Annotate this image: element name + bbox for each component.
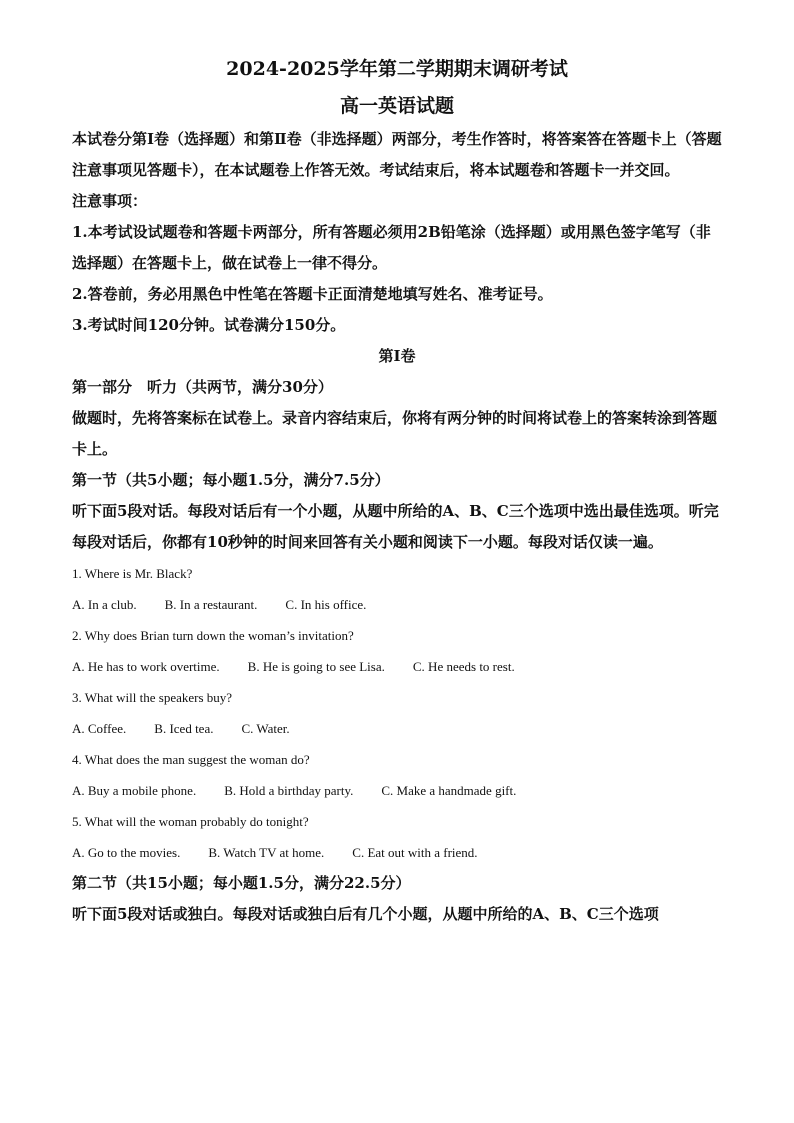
option-b: B. Watch TV at home. — [208, 844, 325, 860]
exam-page — [72, 58, 722, 930]
section2-instructions: 听下面5段对话或独白。每段对话或独白后有几个小题，从题中所给的A、B、C三个选项 — [72, 904, 659, 923]
question-text: 3. What will the speakers buy? — [72, 689, 233, 705]
question-options — [72, 775, 722, 806]
option-c: C. Make a handmade gift. — [381, 782, 517, 798]
question-4 — [72, 744, 722, 806]
option-b: B. Hold a birthday party. — [224, 782, 354, 798]
section1-instructions: 听下面5段对话。每段对话后有一个小题，从题中所给的A、B、C三个选项中选出最佳选项。听完每段对话后，你都有10秒钟的时间来回答有关小题和阅读下一小题。每段对话仅读一遍。 — [72, 501, 719, 551]
option-c: C. He needs to rest. — [412, 658, 515, 674]
section2-heading: 第二节（共15小题；每小题1.5分，满分22.5分） — [72, 873, 411, 892]
question-text: 1. Where is Mr. Black? — [72, 565, 193, 581]
exam-subtitle: 高一英语试题 — [339, 94, 454, 117]
question-options — [72, 651, 722, 682]
option-c: C. In his office. — [285, 596, 367, 612]
intro-paragraph: 本试卷分第Ⅰ卷（选择题）和第Ⅱ卷（非选择题）两部分，考生作答时，将答案答在答题卡上（答题注意事项见答题卡），在本试题卷上作答无效。考试结束后，将本试题卷和答题卡一并交回。 — [72, 129, 722, 179]
part1-instructions: 做题时，先将答案标在试卷上。录音内容结束后，你将有两分钟的时间将试卷上的答案转涂到答题卡上。 — [72, 408, 718, 458]
notes-heading: 注意事项： — [72, 191, 148, 210]
volume-heading: 第Ⅰ卷 — [378, 346, 416, 365]
option-a: A. In a club. — [72, 596, 137, 612]
question-options — [72, 713, 722, 744]
option-a: A. Coffee. — [72, 720, 127, 736]
question-text: 2. Why does Brian turn down the woman’s invitation? — [72, 627, 354, 643]
option-c: C. Water. — [241, 720, 290, 736]
part1-heading: 第一部分 听力（共两节，满分30分） — [72, 377, 333, 396]
question-text: 4. What does the man suggest the woman do? — [72, 751, 310, 767]
note-item: 3.考试时间120分钟。试卷满分150分。 — [72, 315, 346, 334]
option-c: C. Eat out with a friend. — [352, 844, 478, 860]
option-a: A. Buy a mobile phone. — [72, 782, 197, 798]
question-1 — [72, 558, 722, 620]
question-text: 5. What will the woman probably do tonight? — [72, 813, 309, 829]
option-b: B. In a restaurant. — [164, 596, 258, 612]
option-b: B. He is going to see Lisa. — [247, 658, 385, 674]
question-options — [72, 837, 722, 868]
question-3 — [72, 682, 722, 744]
question-options — [72, 589, 722, 620]
exam-title: 2024-2025学年第二学期期末调研考试 — [226, 58, 568, 80]
option-a: A. He has to work overtime. — [72, 658, 220, 674]
question-5 — [72, 806, 722, 868]
note-item: 2.答卷前，务必用黑色中性笔在答题卡正面清楚地填写姓名、准考证号。 — [72, 284, 553, 303]
option-a: A. Go to the movies. — [72, 844, 181, 860]
question-2 — [72, 620, 722, 682]
section1-heading: 第一节（共5小题；每小题1.5分，满分7.5分） — [72, 470, 390, 489]
option-b: B. Iced tea. — [154, 720, 214, 736]
note-item: 1.本考试设试题卷和答题卡两部分，所有答题必须用2B铅笔涂（选择题）或用黑色签字笔写（非选择题）在答题卡上，做在试卷上一律不得分。 — [72, 222, 711, 272]
